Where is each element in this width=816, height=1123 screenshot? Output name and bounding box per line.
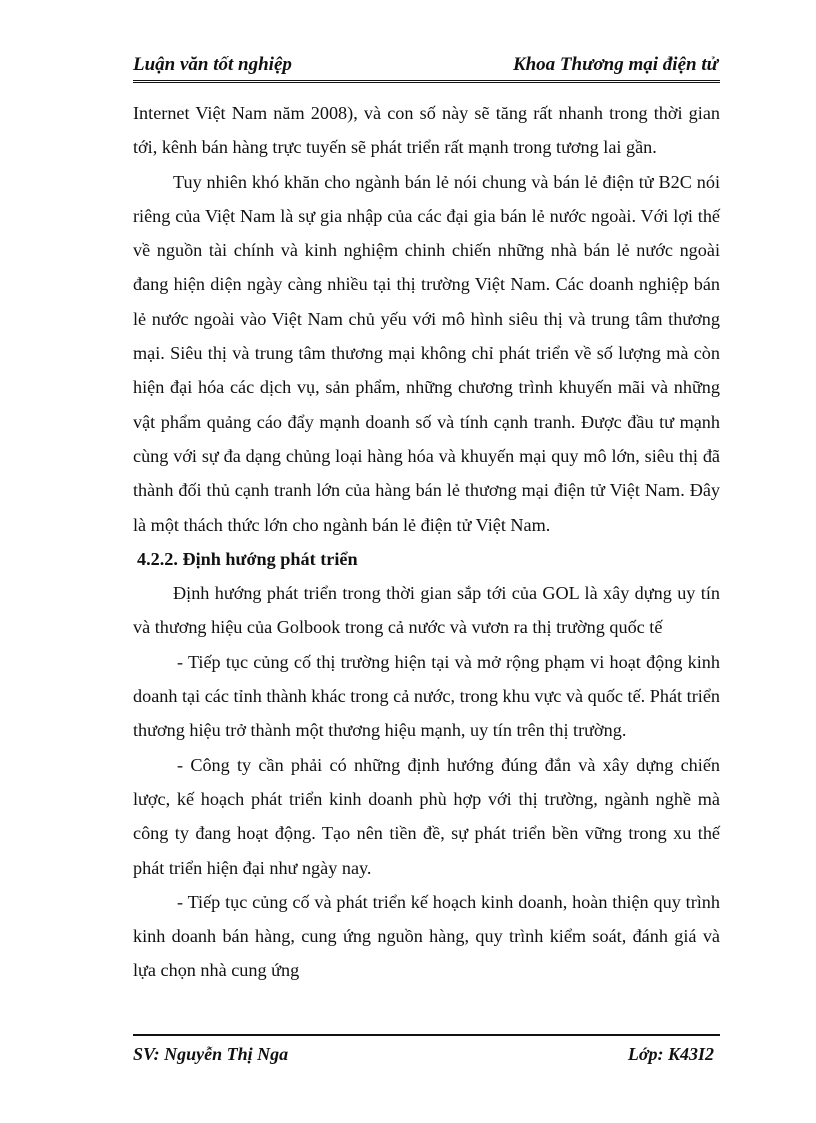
footer-class-code: Lớp: K43I2 — [627, 1044, 714, 1064]
section-heading: 4.2.2. Định hướng phát triển — [137, 548, 358, 569]
bullet-business-plan: - Tiếp tục củng cố và phát triển kế hoạch kinh doanh, hoàn thiện quy trình kinh doanh bán hàng, cung ứng nguồn hàng, quy trình kiểm soát, đánh giá và lựa chọn nhà cung ứng — [133, 891, 720, 981]
paragraph-orientation: Định hướng phát triển trong thời gian sắp tới của GOL là xây dựng uy tín và thương hiệu của Golbook trong cả nước và vươn ra thị trường quốc tế — [133, 583, 720, 638]
paragraph-continuation: Internet Việt Nam năm 2008), và con số này sẽ tăng rất nhanh trong thời gian tới, kênh bán hàng trực tuyến sẽ phát triển rất mạnh trong tương lai gần. — [133, 103, 720, 158]
paragraph-challenges: Tuy nhiên khó khăn cho ngành bán lẻ nói chung và bán lẻ điện tử B2C nói riêng của Việt Nam là sự gia nhập của các đại gia bán lẻ nước ngoài. Với lợi thế về nguồn tài chính và kinh nghiệm chinh chiến những nhà bán lẻ nước ngoài đang hiện diện ngày càng nhiều tại thị trường Việt Nam. Các doanh nghiệp bán lẻ nước ngoài vào Việt Nam chủ yếu với mô hình siêu thị và trung tâm thương mại. Siêu thị và trung tâm thương mại không chỉ phát triển về số lượng mà còn hiện đại hóa các dịch vụ, sản phẩm, những chương trình khuyến mãi và những vật phẩm quảng cáo đẩy mạnh doanh số và tính cạnh tranh. Được đầu tư mạnh cùng với sự đa dạng chủng loại hàng hóa và khuyến mại quy mô lớn, siêu thị đã thành đối thủ cạnh tranh lớn của hàng bán lẻ thương mại điện tử Việt Nam. Đây là một thách thức lớn cho ngành bán lẻ điện tử Việt Nam. — [133, 171, 720, 535]
page-header — [133, 54, 720, 83]
bullet-market-expansion: - Tiếp tục củng cố thị trường hiện tại và mở rộng phạm vi hoạt động kinh doanh tại các tỉnh thành khác trong cả nước, trong khu vực và quốc tế. Phát triển thương hiệu trở thành một thương hiệu mạnh, uy tín trên thị trường. — [133, 651, 720, 741]
bullet-strategy: - Công ty cần phải có những định hướng đúng đắn và xây dựng chiến lược, kế hoạch phát triển kinh doanh phù hợp với thị trường, ngành nghề mà công ty đang hoạt động. Tạo nên tiền đề, sự phát triển bền vững trong xu thế phát triển hiện đại như ngày nay. — [133, 754, 720, 878]
header-thesis-label: Luận văn tốt nghiệp — [133, 54, 292, 75]
footer-student-name: SV: Nguyễn Thị Nga — [133, 1044, 289, 1064]
header-faculty-label: Khoa Thương mại điện tử — [512, 54, 718, 75]
page-content — [133, 96, 720, 988]
page-footer — [133, 1034, 720, 1066]
